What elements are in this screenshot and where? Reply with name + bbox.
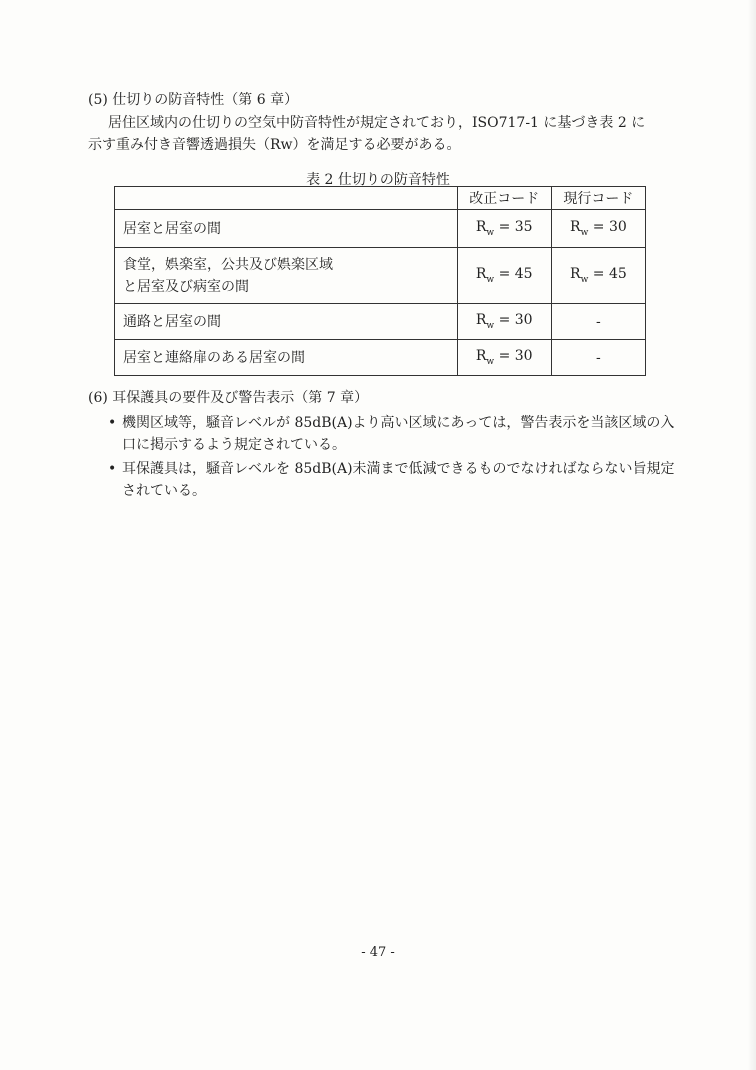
section-5-heading: (5) 仕切りの防音特性（第 6 章） [88, 92, 299, 108]
table-header-row [115, 187, 646, 210]
list-item [108, 412, 688, 456]
bullet-text: 機関区域等，騒音レベルが 85dB(A)より高い区域にあっては，警告表示を当該区域の入口に掲示するよう規定されている。 [122, 415, 675, 453]
bullet-mark: • [108, 461, 117, 477]
row-desc: 食堂，娯楽室，公共及び娯楽区域 と居室及び病室の間 [115, 248, 458, 304]
row-current-value: - [551, 340, 645, 376]
table-row [115, 340, 646, 376]
row-desc: 居室と居室の間 [115, 210, 458, 248]
table-row [115, 248, 646, 304]
acoustic-table [114, 186, 646, 376]
bullet-text: 耳保護具は，騒音レベルを 85dB(A)未満まで低減できるものでなければならない旨規定されている。 [122, 461, 675, 499]
row-revised-value: $R_w = 45$ [457, 248, 551, 304]
section-5-line-2: 示す重み付き音響透過損失（Rw）を満足する必要がある。 [88, 137, 461, 153]
scan-edge-shadow [748, 0, 756, 1070]
section-5-line-1: 居住区域内の仕切りの空気中防音特性が規定されており，ISO717-1 に基づき表 2 に [108, 115, 646, 131]
page-number: - 47 - [361, 945, 395, 960]
list-item [108, 458, 688, 502]
row-desc: 居室と連絡扉のある居室の間 [115, 340, 458, 376]
row-desc: 通路と居室の間 [115, 304, 458, 340]
section-6-bullet-list [108, 412, 688, 504]
header-current-code: 現行コード [551, 187, 645, 210]
row-revised-value: $R_w = 30$ [457, 340, 551, 376]
table-caption: 表 2 仕切りの防音特性 [306, 172, 450, 188]
row-current-value: $R_w = 30$ [551, 210, 645, 248]
section-5-paragraph [88, 112, 688, 156]
table-row [115, 304, 646, 340]
row-revised-value: $R_w = 35$ [457, 210, 551, 248]
section-6-heading: (6) 耳保護具の要件及び警告表示（第 7 章） [88, 390, 369, 406]
header-empty [115, 187, 458, 210]
table-row [115, 210, 646, 248]
bullet-mark: • [108, 415, 117, 431]
row-revised-value: $R_w = 30$ [457, 304, 551, 340]
row-current-value: - [551, 304, 645, 340]
header-revised-code: 改正コード [457, 187, 551, 210]
row-current-value: $R_w = 45$ [551, 248, 645, 304]
